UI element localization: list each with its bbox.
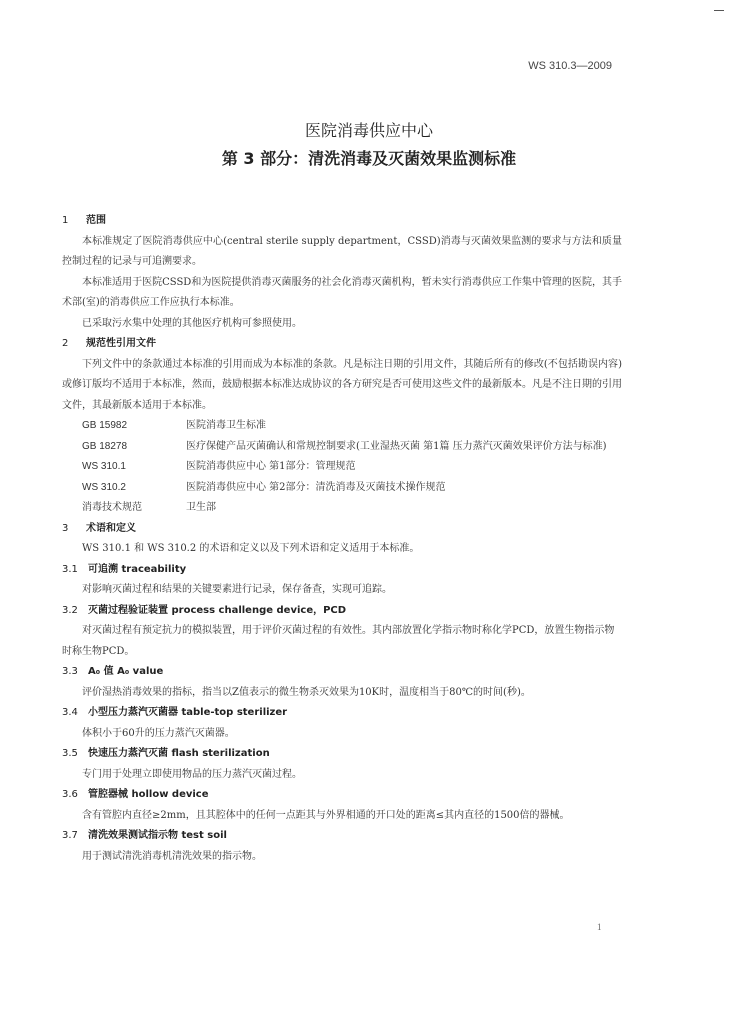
paragraph: 本标准适用于医院CSSD和为医院提供消毒灭菌服务的社会化消毒灭菌机构，暂未实行消毒供应工作集中管理的医院，其手术部(室)的消毒供应工作应执行本标准。 xyxy=(62,276,622,308)
document-title: 医院消毒供应中心 xyxy=(304,121,433,140)
term-heading: 3.2 灭菌过程验证装置 process challenge device，PCD xyxy=(62,604,347,616)
reference-title: 医院消毒卫生标准 xyxy=(186,420,266,431)
reference-code: 消毒技术规范 xyxy=(82,502,142,513)
section-heading-scope: 1 范围 xyxy=(62,215,106,226)
paragraph: 下列文件中的条款通过本标准的引用而成为本标准的条款。凡是标注日期的引用文件，其随后所有的修改(不包括勘误内容)或修订版均不适用于本标准，然而，鼓励根据本标准达成协议的各方研究是否可使用这些文件的最新版本。凡是不注日期的引用文件，其最新版本适用于本标准。 xyxy=(62,358,622,411)
term-definition: 专门用于处理立即使用物品的压力蒸汽灭菌过程。 xyxy=(82,768,302,780)
paragraph: 已采取污水集中处理的其他医疗机构可参照使用。 xyxy=(82,317,302,329)
reference-code: GB 18278 xyxy=(82,440,128,452)
reference-item xyxy=(82,437,622,458)
term-definition: 含有管腔内直径≥2mm，且其腔体中的任何一点距其与外界相通的开口处的距离≤其内直径的1500倍的器械。 xyxy=(82,809,570,821)
term-heading: 3.6 管腔器械 hollow device xyxy=(62,789,209,800)
reference-code: GB 15982 xyxy=(82,420,128,431)
reference-code: WS 310.1 xyxy=(82,461,126,472)
reference-title: 医院消毒供应中心 第2部分：清洗消毒及灭菌技术操作规范 xyxy=(186,481,446,493)
reference-item xyxy=(82,478,622,499)
term-definition: 用于测试清洗消毒机清洗效果的指示物。 xyxy=(82,850,262,862)
term-heading: 3.4 小型压力蒸汽灭菌器 table-top sterilizer xyxy=(62,707,288,718)
paragraph: WS 310.1 和 WS 310.2 的术语和定义以及下列术语和定义适用于本标准。 xyxy=(82,543,420,554)
standard-code: WS 310.3—2009 xyxy=(528,60,612,72)
term-definition: 评价湿热消毒效果的指标，指当以Z值表示的微生物杀灭效果为10K时，温度相当于80℃的时间(秒)。 xyxy=(82,686,531,698)
term-heading: 3.7 清洗效果测试指示物 test soil xyxy=(62,830,227,841)
term-definition: 体积小于60升的压力蒸汽灭菌器。 xyxy=(82,727,235,739)
reference-item xyxy=(82,498,622,519)
term-heading: 3.5 快速压力蒸汽灭菌 flash sterilization xyxy=(62,748,270,759)
reference-title: 卫生部 xyxy=(186,502,216,513)
reference-list xyxy=(82,416,622,519)
term-heading: 3.1 可追溯 traceability xyxy=(62,563,187,575)
term-definition: 对灭菌过程有预定抗力的模拟装置，用于评价灭菌过程的有效性。其内部放置化学指示物时称化学PCD，放置生物指示物时称生物PCD。 xyxy=(62,625,615,657)
paragraph: 本标准规定了医院消毒供应中心(central sterile supply department，CSSD)消毒与灭菌效果监测的要求与方法和质量控制过程的记录与可追溯要求。 xyxy=(62,235,622,267)
reference-item xyxy=(82,416,622,437)
reference-code: WS 310.2 xyxy=(82,481,126,493)
reference-title: 医疗保健产品灭菌确认和常规控制要求(工业湿热灭菌 第1篇 压力蒸汽灭菌效果评价方法与标准) xyxy=(186,440,607,452)
page-number: 1 xyxy=(597,922,602,932)
document-body xyxy=(62,211,622,867)
section-heading-normative: 2 规范性引用文件 xyxy=(62,338,156,349)
term-definition: 对影响灭菌过程和结果的关键要素进行记录，保存备查，实现可追踪。 xyxy=(82,584,392,595)
reference-item xyxy=(82,457,622,478)
scan-mark xyxy=(714,10,724,11)
document-subtitle: 第 3 部分：清洗消毒及灭菌效果监测标准 xyxy=(221,149,517,168)
reference-title: 医院消毒供应中心 第1部分：管理规范 xyxy=(186,461,356,472)
term-heading: 3.3 A₀ 值 A₀ value xyxy=(62,666,164,677)
section-heading-terms: 3 术语和定义 xyxy=(62,522,136,534)
